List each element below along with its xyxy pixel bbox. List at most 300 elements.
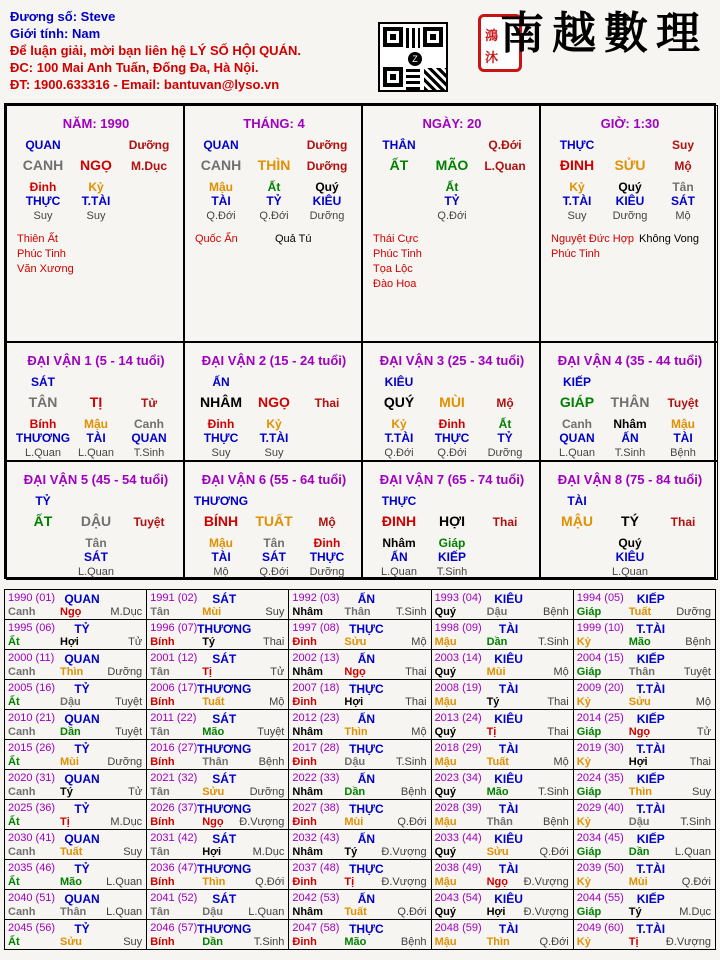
year-stem: Đinh xyxy=(292,696,317,708)
hidden-god: QUAN xyxy=(131,431,167,445)
year-cell xyxy=(289,650,431,680)
year-branch: Dậu xyxy=(202,906,223,918)
year-stem: Ất xyxy=(8,816,20,828)
life-stage: L.Quan xyxy=(611,566,649,578)
year-label: 2034 (45) xyxy=(576,832,624,844)
life-stage: T.Sinh xyxy=(614,447,646,459)
year-branch: Tuất xyxy=(202,696,225,708)
life-stage: Suy xyxy=(567,210,587,222)
year-cell xyxy=(5,860,147,890)
year-stem: Quý xyxy=(434,666,456,678)
year-label: 2032 (43) xyxy=(292,832,340,844)
year-phase: Dưỡng xyxy=(107,756,143,768)
year-stem: Nhâm xyxy=(292,666,323,678)
year-god: TÀI xyxy=(498,922,519,936)
year-cell xyxy=(5,800,147,830)
pillar-god: THỰC xyxy=(559,138,595,152)
hidden-god: TỶ xyxy=(266,194,282,208)
life-stage: Mộ xyxy=(675,210,691,222)
life-stage: Suy xyxy=(264,447,284,459)
year-phase: T.Sinh xyxy=(395,606,427,618)
year-cell xyxy=(573,920,715,950)
year-stem: Bính xyxy=(150,756,175,768)
year-stem: Nhâm xyxy=(292,846,323,858)
year-stem: Mậu xyxy=(434,816,457,828)
dai-van-cell xyxy=(6,461,184,580)
year-cell xyxy=(289,920,431,950)
year-phase: M.Dục xyxy=(252,846,285,858)
year-god: KIÊU xyxy=(494,892,523,906)
year-cell xyxy=(289,800,431,830)
year-phase: Q.Đới xyxy=(397,906,427,918)
year-god: TỶ xyxy=(74,802,90,816)
year-branch: Ngọ xyxy=(486,876,508,888)
hidden-god: THỰC xyxy=(309,550,345,564)
year-branch: Dần xyxy=(60,726,81,738)
life-stage: Q.Đới xyxy=(259,566,289,578)
year-label: 2036 (47) xyxy=(150,862,198,874)
year-god: QUAN xyxy=(64,652,100,666)
year-stem: Giáp xyxy=(576,726,602,738)
dai-van-cell xyxy=(540,342,718,461)
year-phase: Suy xyxy=(692,786,711,798)
year-god: SÁT xyxy=(212,892,237,906)
year-god: T.TÀI xyxy=(636,622,666,636)
year-branch: Mùi xyxy=(60,756,79,768)
heavenly-stem: CANH xyxy=(22,157,64,173)
hidden-stem: Đinh xyxy=(207,417,235,431)
pillar-phase: Mộ xyxy=(674,159,692,173)
year-stem: Ất xyxy=(8,756,20,768)
year-phase: Mộ xyxy=(553,756,569,768)
year-label: 2037 (48) xyxy=(292,862,340,874)
star-text: Không Vong xyxy=(639,233,699,245)
year-label: 1992 (03) xyxy=(292,592,340,604)
year-cell xyxy=(5,650,147,680)
year-cell xyxy=(5,830,147,860)
year-label: 2031 (42) xyxy=(150,832,198,844)
year-god: TỶ xyxy=(74,862,90,876)
star-text: Tọa Lộc xyxy=(373,263,413,275)
year-label: 1999 (10) xyxy=(576,622,624,634)
pillar-phase-top: Dưỡng xyxy=(128,138,170,152)
year-label: 1995 (06) xyxy=(8,622,56,634)
year-cell xyxy=(431,590,573,620)
year-god: TỶ xyxy=(74,742,90,756)
brand-logo: 南越數理 xyxy=(500,8,708,59)
earthly-branch: TỊ xyxy=(89,394,103,410)
year-god: KIÊU xyxy=(494,772,523,786)
star-text: Đào Hoa xyxy=(373,278,417,290)
year-stem: Nhâm xyxy=(292,906,323,918)
year-label: 1998 (09) xyxy=(434,622,482,634)
pillar-phase: L.Quan xyxy=(484,159,526,173)
year-god: KIẾP xyxy=(636,712,665,726)
year-cell xyxy=(289,890,431,920)
year-stem: Canh xyxy=(8,846,36,858)
year-branch: Tị xyxy=(202,666,212,678)
life-stage: Suy xyxy=(211,447,231,459)
year-stem: Ất xyxy=(8,696,20,708)
year-branch: Thân xyxy=(202,756,229,768)
life-stage: Bệnh xyxy=(670,447,696,459)
year-branch: Thìn xyxy=(628,786,652,798)
address-line: ĐC: 100 Mai Anh Tuấn, Đống Đa, Hà Nội. xyxy=(10,60,259,75)
year-stem: Kỷ xyxy=(576,636,591,648)
year-god: SÁT xyxy=(212,652,237,666)
year-phase: M.Dục xyxy=(110,816,143,828)
year-cell xyxy=(431,800,573,830)
year-cell xyxy=(147,740,289,770)
year-branch: Mão xyxy=(344,936,367,948)
year-phase: Tử xyxy=(270,666,285,678)
year-phase: Đ.Vượng xyxy=(665,936,711,948)
hidden-stem: Mậu xyxy=(84,417,108,431)
year-phase: T.Sinh xyxy=(538,786,569,798)
year-god: SÁT xyxy=(212,772,237,786)
year-cell xyxy=(5,680,147,710)
year-cell xyxy=(5,890,147,920)
pillar-title: NGÀY: 20 xyxy=(422,116,482,131)
year-cell xyxy=(431,650,573,680)
year-label: 1991 (02) xyxy=(150,592,198,604)
year-god: TỶ xyxy=(74,682,90,696)
hidden-god: KIẾP xyxy=(437,550,467,564)
year-stem: Tân xyxy=(150,666,170,678)
year-branch: Hợi xyxy=(202,846,222,858)
hidden-stem: Kỷ xyxy=(88,180,104,194)
year-stem: Bính xyxy=(150,816,175,828)
year-god: QUAN xyxy=(64,892,100,906)
year-branch: Tý xyxy=(344,846,358,858)
year-phase: Thai xyxy=(689,756,711,768)
year-cell xyxy=(147,800,289,830)
year-cell xyxy=(147,770,289,800)
year-phase: T.Sinh xyxy=(680,816,711,828)
year-phase: Suy xyxy=(265,606,285,618)
year-cell xyxy=(5,770,147,800)
phone-email-line: ĐT: 1900.633316 - Email: bantuvan@lyso.vn xyxy=(10,77,280,92)
year-cell xyxy=(289,620,431,650)
year-god: ẤN xyxy=(357,592,376,606)
year-phase: M.Dục xyxy=(679,906,711,918)
year-label: 2020 (31) xyxy=(8,772,56,784)
year-branch: Dậu xyxy=(628,816,650,828)
year-label: 2017 (28) xyxy=(292,742,340,754)
pillar-phase: Dưỡng xyxy=(306,159,348,173)
dai-van-god: ẤN xyxy=(212,375,230,389)
pillar-title: GIỜ: 1:30 xyxy=(600,116,660,131)
year-god: KIẾP xyxy=(636,592,665,606)
year-cell xyxy=(147,890,289,920)
year-cell xyxy=(573,830,715,860)
year-branch: Ngọ xyxy=(60,606,82,618)
year-god: T.TÀI xyxy=(636,742,666,756)
year-cell xyxy=(289,590,431,620)
life-stage: L.Quan xyxy=(77,447,115,459)
year-label: 2025 (36) xyxy=(8,802,56,814)
year-branch: Dần xyxy=(202,936,223,948)
pillar-cell xyxy=(184,105,362,342)
year-label: 1990 (01) xyxy=(8,592,56,604)
year-branch: Tuất xyxy=(628,606,652,618)
hidden-god: TỶ xyxy=(444,194,460,208)
year-god: QUAN xyxy=(64,772,100,786)
star-text: Văn Xương xyxy=(17,263,74,275)
year-stem: Mậu xyxy=(434,936,457,948)
year-label: 2005 (16) xyxy=(8,682,56,694)
dai-van-title: ĐẠI VẬN 4 (35 - 44 tuổi) xyxy=(557,353,703,368)
dai-van-title: ĐẠI VẬN 6 (55 - 64 tuổi) xyxy=(201,472,347,487)
year-label: 2016 (27) xyxy=(150,742,198,754)
pillar-phase-top: Q.Đới xyxy=(488,138,522,152)
year-label: 2042 (53) xyxy=(292,892,340,904)
star-text: Quả Tú xyxy=(275,233,312,245)
hidden-stem: Canh xyxy=(562,417,592,431)
year-god: THƯƠNG xyxy=(197,862,252,876)
year-phase: Mộ xyxy=(411,726,427,738)
hidden-stem: Đinh xyxy=(438,417,466,431)
year-stem: Đinh xyxy=(292,936,317,948)
year-stem: Ất xyxy=(8,636,20,648)
year-phase: Bệnh xyxy=(400,786,427,798)
year-branch: Mão xyxy=(202,726,225,738)
hidden-stem: Ất xyxy=(498,417,512,431)
year-cell xyxy=(573,650,715,680)
year-cell xyxy=(289,770,431,800)
dai-van-phase: Thai xyxy=(492,515,518,529)
year-god: TỶ xyxy=(74,622,90,636)
year-label: 1996 (07) xyxy=(150,622,198,634)
year-branch: Thìn xyxy=(60,666,84,678)
life-stage: Q.Đới xyxy=(437,210,467,222)
hidden-god: ẤN xyxy=(621,431,639,445)
year-god: KIÊU xyxy=(494,592,523,606)
year-stem: Kỷ xyxy=(576,936,591,948)
year-cell xyxy=(431,830,573,860)
earthly-branch: SỬU xyxy=(614,157,646,173)
year-label: 2011 (22) xyxy=(150,712,197,724)
year-cell xyxy=(431,680,573,710)
life-stage: Suy xyxy=(86,210,106,222)
year-stem: Quý xyxy=(434,906,456,918)
dai-van-cell xyxy=(540,461,718,580)
year-god: TÀI xyxy=(498,862,519,876)
life-stage: Dưỡng xyxy=(309,210,345,222)
year-phase: Đ.Vượng xyxy=(381,876,427,888)
year-label: 2039 (50) xyxy=(576,862,624,874)
year-branch: Hợi xyxy=(628,756,648,768)
pillar-god: THÂN xyxy=(382,138,416,152)
hidden-god: T.TÀI xyxy=(259,431,289,445)
year-label: 2027 (38) xyxy=(292,802,340,814)
year-branch: Sửu xyxy=(486,846,509,858)
year-label: 2040 (51) xyxy=(8,892,56,904)
pillar-title: THÁNG: 4 xyxy=(243,116,305,131)
year-phase: Thai xyxy=(405,666,427,678)
earthly-branch: MÃO xyxy=(435,157,469,173)
life-stage: Dưỡng xyxy=(487,447,523,459)
hidden-stem: Đinh xyxy=(313,536,341,550)
dai-van-phase: Mộ xyxy=(496,396,514,410)
year-cell xyxy=(147,620,289,650)
year-branch: Mùi xyxy=(202,606,222,618)
earthly-branch: NGỌ xyxy=(258,394,290,410)
dai-van-god: KIẾP xyxy=(562,375,592,389)
year-phase: Bệnh xyxy=(543,606,569,618)
year-branch: Dậu xyxy=(486,606,508,618)
year-stem: Đinh xyxy=(292,816,317,828)
year-cell xyxy=(573,740,715,770)
year-stem: Đinh xyxy=(292,756,317,768)
year-cell xyxy=(5,710,147,740)
year-god: THƯƠNG xyxy=(197,622,252,636)
earthly-branch: THÌN xyxy=(257,157,291,173)
year-phase: T.Sinh xyxy=(538,636,569,648)
year-phase: Mộ xyxy=(553,666,569,678)
year-branch: Thân xyxy=(486,816,513,828)
year-branch: Thìn xyxy=(486,936,510,948)
year-label: 2015 (26) xyxy=(8,742,56,754)
year-god: SÁT xyxy=(212,832,237,846)
year-branch: Dần xyxy=(628,846,650,858)
owner-name: Đương số: Steve xyxy=(10,9,116,24)
year-phase: L.Quan xyxy=(106,876,143,888)
year-label: 2046 (57) xyxy=(150,922,198,934)
life-stage: Dưỡng xyxy=(309,566,345,578)
heavenly-stem: GIÁP xyxy=(559,394,595,410)
year-cell xyxy=(573,860,715,890)
year-cell xyxy=(289,680,431,710)
year-cell xyxy=(289,740,431,770)
year-branch: Dậu xyxy=(60,696,81,708)
year-cell xyxy=(289,830,431,860)
heavenly-stem: CANH xyxy=(200,157,242,173)
hidden-god: TÀI xyxy=(86,431,106,445)
year-cell xyxy=(431,920,573,950)
year-god: ẤN xyxy=(357,772,376,786)
year-branch: Hợi xyxy=(344,696,364,708)
year-cell xyxy=(5,920,147,950)
hidden-stem: Mậu xyxy=(209,180,233,194)
year-phase: Tử xyxy=(696,726,711,738)
year-phase: Đ.Vượng xyxy=(523,906,569,918)
year-phase: T.Sinh xyxy=(253,936,285,948)
year-branch: Mùi xyxy=(344,816,364,828)
dai-van-cell xyxy=(184,461,362,580)
life-stage: Dưỡng xyxy=(612,210,648,222)
year-stem: Mậu xyxy=(434,876,457,888)
year-label: 2010 (21) xyxy=(8,712,56,724)
year-label: 2000 (11) xyxy=(8,652,55,664)
year-god: QUAN xyxy=(64,832,100,846)
year-label: 2047 (58) xyxy=(292,922,340,934)
hidden-stem: Kỷ xyxy=(569,180,585,194)
year-phase: Đ.Vượng xyxy=(381,846,427,858)
hidden-god: THỰC xyxy=(434,431,470,445)
year-god: QUAN xyxy=(64,712,100,726)
pillar-cell xyxy=(6,105,184,342)
year-cell xyxy=(573,770,715,800)
year-cell xyxy=(147,830,289,860)
year-phase: L.Quan xyxy=(248,906,285,918)
year-god: KIÊU xyxy=(494,832,523,846)
seal-stamp-icon: 鴻 沐 xyxy=(478,14,522,72)
year-cell xyxy=(573,890,715,920)
year-god: THỰC xyxy=(349,862,384,876)
life-stage: Q.Đới xyxy=(206,210,236,222)
dai-van-title: ĐẠI VẬN 7 (65 - 74 tuổi) xyxy=(379,472,525,487)
year-cell xyxy=(431,890,573,920)
year-stem: Nhâm xyxy=(292,606,323,618)
year-god: TÀI xyxy=(498,742,519,756)
year-branch: Tị xyxy=(486,726,497,738)
dai-van-phase: Thai xyxy=(670,515,696,529)
hidden-god: TÀI xyxy=(673,431,693,445)
year-label: 2049 (60) xyxy=(576,922,624,934)
hidden-god: TÀI xyxy=(211,550,231,564)
year-god: T.TÀI xyxy=(636,862,666,876)
year-phase: Thai xyxy=(405,696,427,708)
hidden-god: ẤN xyxy=(390,550,408,564)
year-stem: Kỷ xyxy=(576,696,591,708)
life-stage: L.Quan xyxy=(558,447,596,459)
year-stem: Kỷ xyxy=(576,816,591,828)
hidden-stem: Mậu xyxy=(209,536,233,550)
year-god: KIẾP xyxy=(636,832,665,846)
hidden-god: TÀI xyxy=(211,194,231,208)
hidden-god: KIÊU xyxy=(615,194,645,208)
pillar-god: QUAN xyxy=(25,138,61,152)
hidden-stem: Kỷ xyxy=(391,417,407,431)
pillar-god: QUAN xyxy=(203,138,239,152)
year-stem: Giáp xyxy=(576,846,602,858)
header-info xyxy=(10,8,301,93)
dai-van-title: ĐẠI VẬN 2 (15 - 24 tuổi) xyxy=(201,353,347,368)
heavenly-stem: BÍNH xyxy=(203,513,239,529)
year-cell xyxy=(147,590,289,620)
year-branch: Hợi xyxy=(486,906,506,918)
year-stem: Kỷ xyxy=(576,876,591,888)
year-stem: Nhâm xyxy=(292,726,323,738)
life-stage: L.Quan xyxy=(77,566,115,578)
dai-van-phase: Thai xyxy=(314,396,340,410)
hidden-stem: Quý xyxy=(618,536,642,550)
year-label: 2023 (34) xyxy=(434,772,482,784)
year-label: 2024 (35) xyxy=(576,772,624,784)
dai-van-phase: Mộ xyxy=(318,515,336,529)
year-god: KIÊU xyxy=(494,652,523,666)
year-stem: Tân xyxy=(150,726,170,738)
year-stem: Mậu xyxy=(434,756,457,768)
year-phase: Mộ xyxy=(269,696,285,708)
year-god: TỶ xyxy=(74,922,90,936)
year-phase: Bệnh xyxy=(258,756,285,768)
year-stem: Mậu xyxy=(434,696,457,708)
year-phase: Thai xyxy=(547,726,569,738)
year-cell xyxy=(431,860,573,890)
year-branch: Tý xyxy=(486,696,500,708)
year-label: 2048 (59) xyxy=(434,922,482,934)
year-phase: Tuyệt xyxy=(115,696,143,708)
year-branch: Thìn xyxy=(202,876,226,888)
year-label: 2003 (14) xyxy=(434,652,482,664)
pillar-phase-top: Suy xyxy=(671,138,695,152)
hidden-stem: Quý xyxy=(315,180,339,194)
hidden-god: KIÊU xyxy=(312,194,342,208)
year-stem: Kỷ xyxy=(576,756,591,768)
earthly-branch: TUẤT xyxy=(255,513,293,529)
